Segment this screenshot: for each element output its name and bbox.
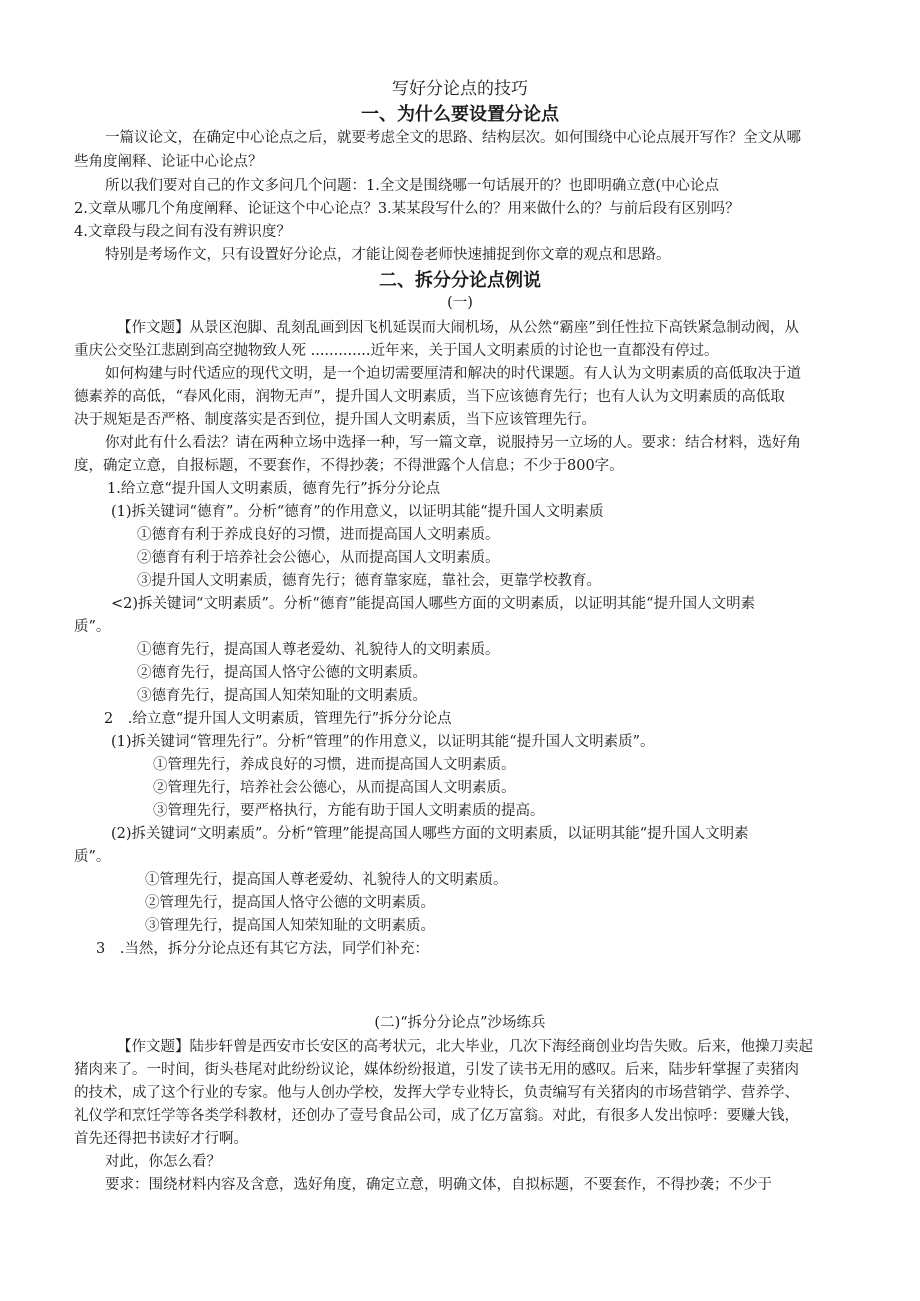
outline-item: ①德育先行，提高国人尊老爱幼、礼貌待人的文明素质。 — [137, 642, 500, 658]
outline-item: 质”。 — [74, 619, 111, 635]
outline-item: 3 .当然，拆分分论点还有其它方法，同学们补充： — [96, 941, 429, 957]
paragraph-line: 【作文题】从景区泡脚、乱刻乱画到因飞机延误而大闹机场，从公然“霸座”到任性拉下高铁紧急制动阀，从 — [117, 320, 799, 336]
outline-item: (1)拆关键词“德育”。分析“德育”的作用意义，以证明其能“提升国人文明素质 — [111, 504, 604, 520]
paragraph-line: 你对此有什么看法？请在两种立场中选择一种，写一篇文章，说服持另一立场的人。要求：结合材料，选好角 — [105, 435, 801, 451]
section-heading-2: 二、拆分分论点例说 — [379, 270, 541, 291]
paragraph-line: 如何构建与时代适应的现代文明，是一个迫切需要厘清和解决的时代课题。有人认为文明素质的高低取决于道 — [105, 366, 801, 382]
paragraph-line: 些角度阐释、论证中心论点？ — [74, 154, 263, 170]
outline-item: ③管理先行，要严格执行，方能有助于国人文明素质的提高。 — [153, 803, 545, 819]
outline-item: 质”。 — [74, 849, 111, 865]
outline-item: ③提升国人文明素质，德育先行；德育靠家庭，靠社会，更靠学校教育。 — [137, 573, 601, 589]
outline-item: (1)拆关键词“管理先行”。分析“管理”的作用意义，以证明其能“提升国人文明素质”。 — [111, 734, 655, 750]
outline-item: (2)拆关键词“文明素质”。分析“管理”能提高国人哪些方面的文明素质，以证明其能“提升国人文明素 — [111, 826, 749, 842]
page-title: 写好分论点的技巧 — [392, 79, 528, 99]
outline-item: ①管理先行，提高国人尊老爱幼、礼貌待人的文明素质。 — [145, 872, 508, 888]
outline-item: ③德育先行，提高国人知荣知耻的文明素质。 — [137, 688, 427, 704]
outline-item: ①管理先行，养成良好的习惯，进而提高国人文明素质。 — [153, 757, 516, 773]
outline-item: ①德育有利于养成良好的习惯，进而提高国人文明素质。 — [137, 527, 500, 543]
paragraph-line: 【作文题】陆步轩曾是西安市长安区的高考状元，北大毕业，几次下海经商创业均告失败。后来，他操刀卖起 — [117, 1039, 813, 1055]
paragraph-line: 首先还得把书读好才行啊。 — [74, 1131, 248, 1147]
paragraph-line: 特别是考场作文，只有设置好分论点，才能让阅卷老师快速捕捉到你文章的观点和思路。 — [105, 247, 671, 263]
outline-item: ③管理先行，提高国人知荣知耻的文明素质。 — [145, 918, 435, 934]
paragraph-line: 4.文章段与段之间有没有辨识度？ — [74, 224, 291, 240]
paragraph-line: 对此，你怎么看？ — [105, 1154, 221, 1170]
outline-item: 1.给立意“提升国人文明素质，德育先行”拆分分论点 — [107, 481, 441, 497]
paragraph-line: 一篇议论文，在确定中心论点之后，就要考虑全文的思路、结构层次。如何围绕中心论点展开写作？全文从哪 — [105, 130, 801, 146]
outline-item: ②德育有利于培养社会公德心，从而提高国人文明素质。 — [137, 550, 500, 566]
paragraph-line: 德素养的高低，“春风化雨，润物无声”，提升国人文明素质，当下应该德育先行；也有人认为文明素质的高低取 — [74, 389, 785, 405]
paragraph-line: 决于规矩是否严格、制度落实是否到位，提升国人文明素质，当下应该管理先行。 — [74, 412, 596, 428]
paragraph-line: 重庆公交坠江悲剧到高空抛物致人死 .............近年来，关于国人文明素质的讨论也一直都没有停过。 — [74, 343, 719, 359]
paragraph-line: 的技术，成了这个行业的专家。他与人创办学校，发挥大学专业特长，负责编写有关猪肉的市场营销学、营养学、 — [74, 1085, 799, 1101]
outline-item: ②德育先行，提高国人恪守公德的文明素质。 — [137, 665, 427, 681]
outline-item: ②管理先行，培养社会公德心，从而提高国人文明素质。 — [153, 780, 516, 796]
subsection-heading: (一) — [447, 295, 473, 311]
outline-item: 2 .给立意“提升国人文明素质，管理先行”拆分分论点 — [104, 711, 452, 727]
paragraph-line: 猪肉来了。一时间，街头巷尾对此纷纷议论，媒体纷纷报道，引发了读书无用的感叹。后来，陆步轩掌握了卖猪肉 — [74, 1062, 799, 1078]
paragraph-line: 度，确定立意，自报标题，不要套作，不得抄袭；不得泄露个人信息；不少于800字。 — [74, 458, 624, 474]
paragraph-line: 2.文章从哪几个角度阐释、论证这个中心论点？3.某某段写什么的？用来做什么的？与前后段有区别吗？ — [74, 201, 740, 217]
paragraph-line: 所以我们要对自己的作文多问几个问题：1.全文是围绕哪一句话展开的？也即明确立意(中心论点 — [105, 178, 719, 194]
paragraph-line: 要求：围绕材料内容及含意，选好角度，确定立意，明确文体，自拟标题，不要套作，不得抄袭；不少于 — [105, 1177, 772, 1193]
section-heading-1: 一、为什么要设置分论点 — [361, 104, 559, 125]
subsection-heading: (二)“拆分分论点”沙场练兵 — [374, 1015, 546, 1031]
outline-item: ②管理先行，提高国人恪守公德的文明素质。 — [145, 895, 435, 911]
paragraph-line: 礼仪学和烹饪学等各类学科教材，还创办了壹号食品公司，成了亿万富翁。对此，有很多人发出惊呼：要赚大钱， — [74, 1108, 799, 1124]
outline-item: <2)拆关键词“文明素质”。分析“德育”能提高国人哪些方面的文明素质，以证明其能“提升国人文明素 — [111, 596, 756, 612]
